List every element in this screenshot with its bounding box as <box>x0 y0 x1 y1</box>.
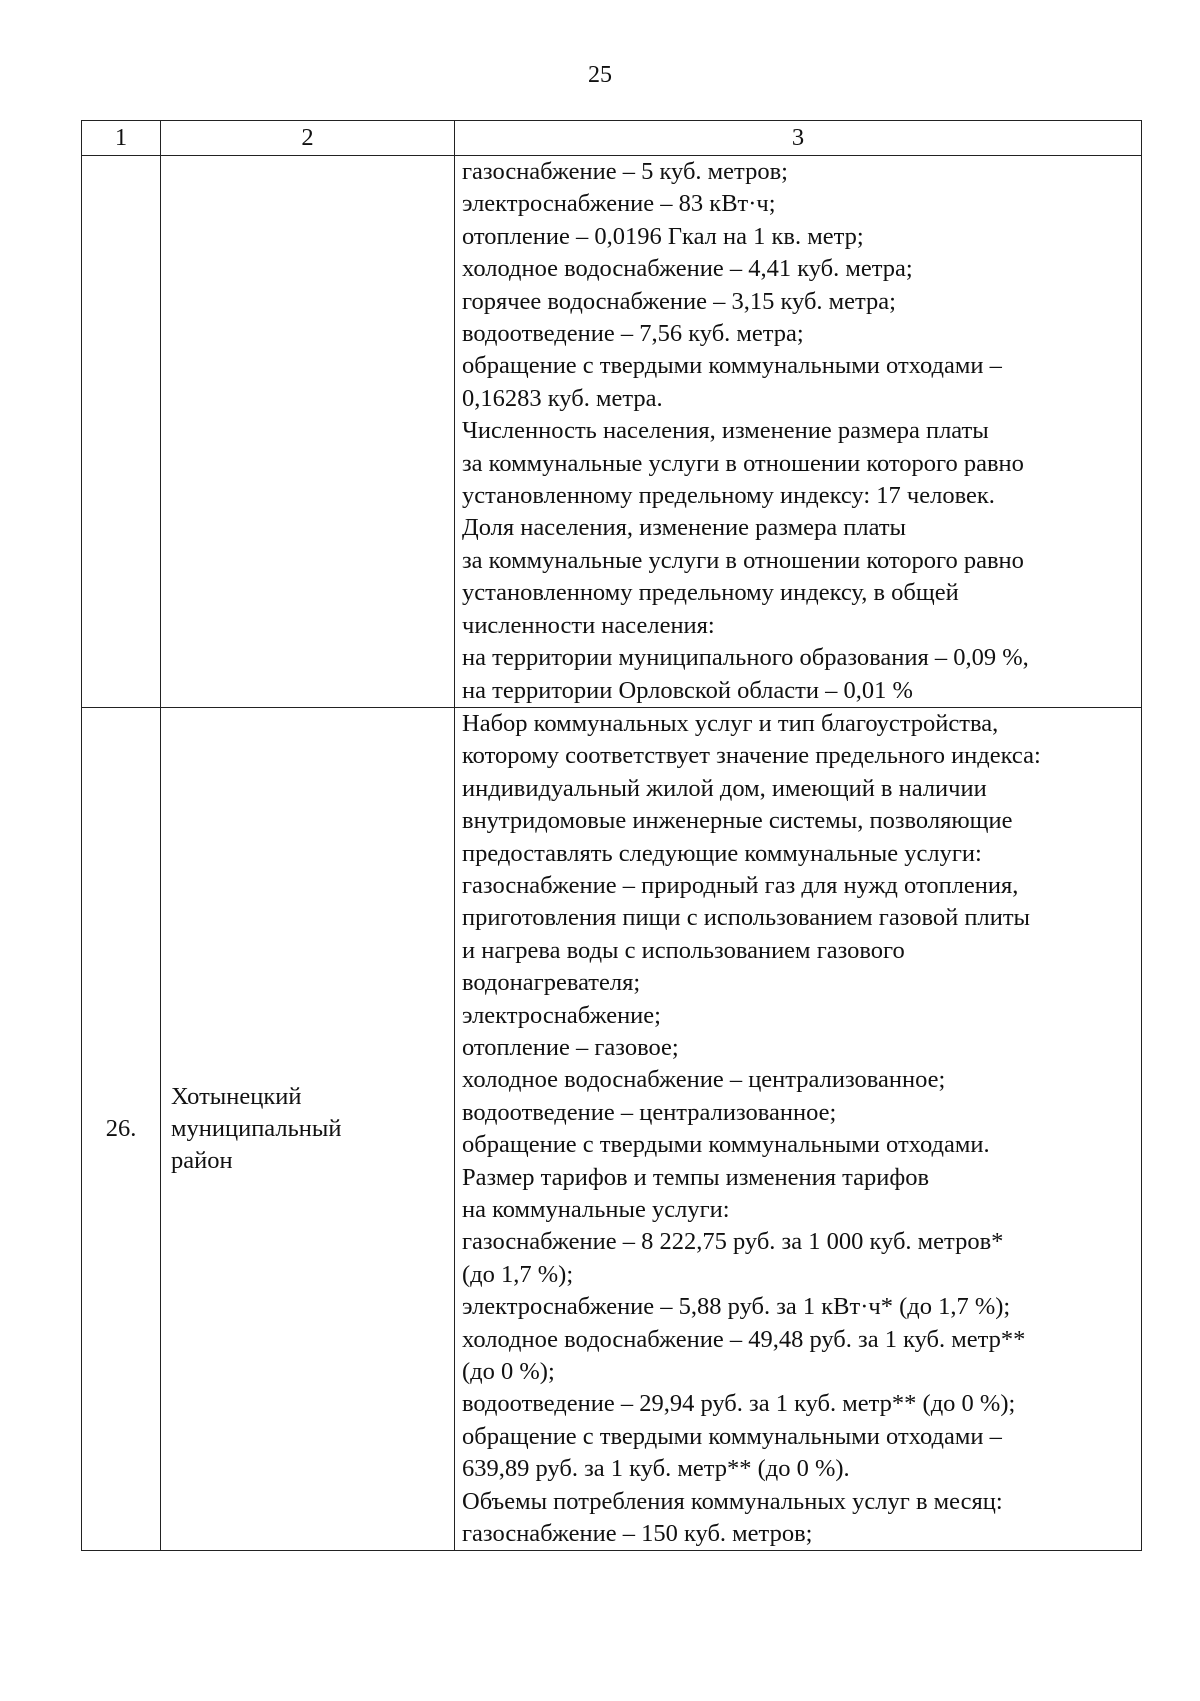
text-line: индивидуальный жилой дом, имеющий в наличии <box>462 774 987 802</box>
municipality-name-line: район <box>171 1147 233 1175</box>
text-line: Набор коммунальных услуг и тип благоустройства, <box>462 709 999 737</box>
table-row <box>82 156 1142 708</box>
municipality-name-cell <box>161 707 455 1551</box>
text-line: внутридомовые инженерные системы, позволяющие <box>462 807 1013 835</box>
text-line: водоотведение – централизованное; <box>462 1098 837 1126</box>
text-line: 0,16283 куб. метра. <box>462 384 663 412</box>
text-line: обращение с твердыми коммунальными отходами – <box>462 1422 1002 1450</box>
text-line: Размер тарифов и темпы изменения тарифов <box>462 1163 930 1191</box>
table-header <box>82 121 1142 156</box>
text-line: газоснабжение – 8 222,75 руб. за 1 000 куб. метров* <box>462 1228 1004 1256</box>
text-line: электроснабжение – 5,88 руб. за 1 кВт·ч* (до 1,7 %); <box>462 1293 1011 1321</box>
municipality-name-line: Хотынецкий <box>171 1082 302 1110</box>
text-line: Доля населения, изменение размера платы <box>462 514 906 542</box>
text-line: установленному предельному индексу, в общей <box>462 579 959 607</box>
row-number: 26. <box>82 707 161 1551</box>
text-line: водоотведение – 7,56 куб. метра; <box>462 320 804 348</box>
page-number: 25 <box>588 62 612 88</box>
text-line: Объемы потребления коммунальных услуг в месяц: <box>462 1487 1003 1515</box>
details-cell <box>455 707 1142 1551</box>
text-line: горячее водоснабжение – 3,15 куб. метра; <box>462 287 896 315</box>
text-line: холодное водоснабжение – централизованное; <box>462 1066 946 1094</box>
text-line: газоснабжение – природный газ для нужд отопления, <box>462 871 1019 899</box>
text-line: и нагрева воды с использованием газового <box>462 936 905 964</box>
column-header: 3 <box>455 121 1142 156</box>
details-cell <box>455 156 1142 708</box>
text-line: холодное водоснабжение – 4,41 куб. метра; <box>462 255 913 283</box>
text-line: (до 1,7 %); <box>462 1260 574 1288</box>
text-line: предоставлять следующие коммунальные услуги: <box>462 839 982 867</box>
text-line: установленному предельному индексу: 17 человек. <box>462 482 995 510</box>
text-line: которому соответствует значение предельного индекса: <box>462 742 1041 770</box>
text-line: численности населения: <box>462 611 715 639</box>
text-line: приготовления пищи с использованием газовой плиты <box>462 904 1031 932</box>
text-line: газоснабжение – 150 куб. метров; <box>462 1520 813 1548</box>
column-header: 2 <box>161 121 455 156</box>
municipality-name-cell <box>161 156 455 708</box>
column-header: 1 <box>82 121 161 156</box>
row-number <box>82 156 161 708</box>
text-line: за коммунальные услуги в отношении которого равно <box>462 546 1024 574</box>
text-line: холодное водоснабжение – 49,48 руб. за 1 куб. метр** <box>462 1325 1026 1353</box>
text-line: (до 0 %); <box>462 1358 555 1386</box>
text-line: за коммунальные услуги в отношении которого равно <box>462 449 1024 477</box>
table-row <box>82 707 1142 1551</box>
text-line: электроснабжение – 83 кВт·ч; <box>462 190 776 218</box>
text-line: на территории Орловской области – 0,01 % <box>462 676 913 704</box>
tariff-table <box>81 120 1142 1551</box>
text-line: электроснабжение; <box>462 1001 661 1029</box>
text-line: на территории муниципального образования – 0,09 %, <box>462 644 1029 672</box>
text-line: газоснабжение – 5 куб. метров; <box>462 158 788 185</box>
text-line: отопление – 0,0196 Гкал на 1 кв. метр; <box>462 222 864 250</box>
text-line: водонагревателя; <box>462 969 641 997</box>
text-line: Численность населения, изменение размера платы <box>462 417 989 445</box>
text-line: водоотведение – 29,94 руб. за 1 куб. метр** (до 0 %); <box>462 1390 1016 1418</box>
text-line: обращение с твердыми коммунальными отходами. <box>462 1131 990 1159</box>
municipality-name-line: муниципальный <box>171 1114 342 1142</box>
text-line: отопление – газовое; <box>462 1033 679 1061</box>
text-line: 639,89 руб. за 1 куб. метр** (до 0 %). <box>462 1455 850 1483</box>
text-line: на коммунальные услуги: <box>462 1196 730 1223</box>
text-line: обращение с твердыми коммунальными отходами – <box>462 352 1002 380</box>
